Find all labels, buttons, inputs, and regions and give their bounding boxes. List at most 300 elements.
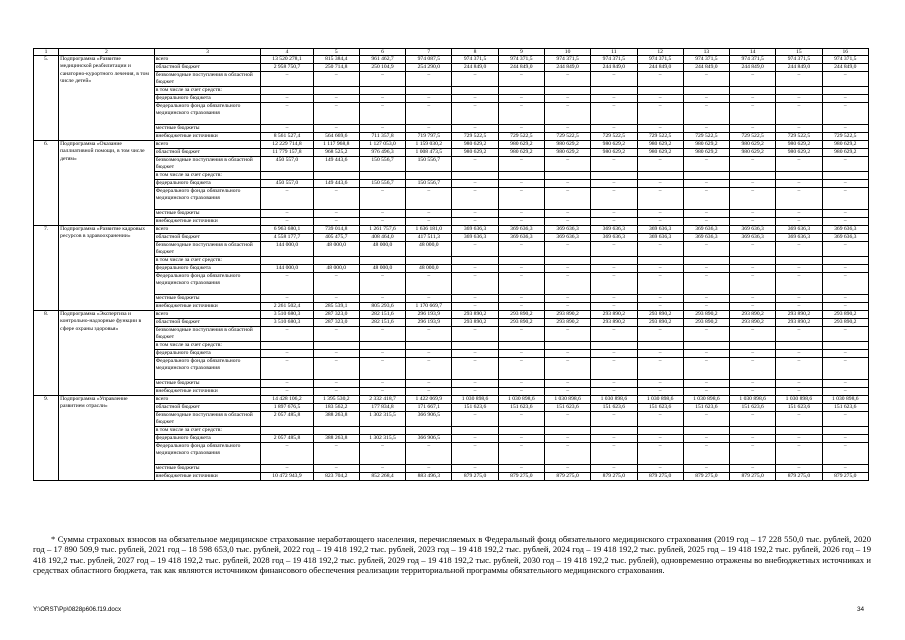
value-cell: – (637, 412, 683, 427)
value-cell: – (591, 273, 637, 295)
value-cell: – (452, 358, 498, 380)
value-cell: – (730, 180, 776, 188)
value-cell: 293 890,2 (637, 319, 683, 327)
value-cell: – (683, 388, 729, 396)
value-cell: – (730, 218, 776, 226)
value-cell: 171 667,1 (406, 404, 452, 412)
value-cell: 980 629,2 (822, 141, 868, 149)
value-cell: – (822, 242, 868, 257)
value-cell: 974 371,5 (498, 56, 544, 64)
table-row (34, 404, 869, 412)
value-cell: – (591, 125, 637, 133)
value-cell (498, 342, 544, 350)
value-cell: – (776, 327, 822, 342)
value-cell: – (452, 72, 498, 87)
funding-source-label: безвозмездные поступления в областной бюджет (154, 157, 261, 172)
value-cell: 1 261 757,6 (359, 226, 405, 234)
column-number-cell: 4 (261, 49, 313, 56)
value-cell: – (730, 125, 776, 133)
column-number-cell: 8 (452, 49, 498, 56)
value-cell: 883 496,3 (406, 473, 452, 481)
value-cell: – (544, 72, 590, 87)
table-row (34, 188, 869, 210)
value-cell: 1 008 473,5 (406, 149, 452, 157)
value-cell: – (406, 327, 452, 342)
table-row (34, 473, 869, 481)
value-cell: – (637, 265, 683, 273)
program-name: Подпрограмма «Управление развитием отрасли» (59, 396, 155, 481)
value-cell: – (359, 218, 405, 226)
value-cell: 980 629,2 (452, 141, 498, 149)
column-number-row (34, 49, 869, 56)
value-cell: 151 623,6 (776, 404, 822, 412)
value-cell: – (406, 388, 452, 396)
table-row (34, 180, 869, 188)
value-cell: – (261, 188, 313, 210)
funding-source-label: в том числе за счет средств: (154, 87, 261, 95)
value-cell: 369 636,3 (637, 226, 683, 234)
value-cell: – (637, 218, 683, 226)
value-cell: 151 623,6 (544, 404, 590, 412)
value-cell: 150 556,7 (406, 157, 452, 172)
value-cell: – (313, 358, 359, 380)
value-cell: – (313, 465, 359, 473)
value-cell: 293 890,2 (822, 311, 868, 319)
value-cell: 2 958 750,7 (261, 64, 313, 72)
funding-source-label: федерального бюджета (154, 265, 261, 273)
value-cell: 48 000,0 (359, 265, 405, 273)
value-cell: 369 636,3 (498, 234, 544, 242)
value-cell: 980 629,2 (452, 149, 498, 157)
value-cell: – (591, 103, 637, 125)
value-cell: – (452, 157, 498, 172)
value-cell: 151 623,6 (452, 404, 498, 412)
value-cell: – (776, 443, 822, 465)
value-cell: 408 464,0 (359, 234, 405, 242)
value-cell: – (544, 295, 590, 303)
value-cell: – (498, 218, 544, 226)
value-cell: 151 623,6 (637, 404, 683, 412)
funding-table (33, 48, 869, 481)
value-cell: 369 636,3 (822, 234, 868, 242)
column-number-cell: 3 (154, 49, 261, 56)
value-cell: – (452, 210, 498, 218)
funding-source-label: Федерального фонда обязательного медицинского страхования (154, 358, 261, 380)
column-number-cell: 5 (313, 49, 359, 56)
value-cell: – (261, 103, 313, 125)
value-cell: 48 000,0 (406, 242, 452, 257)
table-row (34, 273, 869, 295)
value-cell: – (544, 303, 590, 311)
funding-source-label: федерального бюджета (154, 435, 261, 443)
value-cell: 1 030 898,6 (776, 396, 822, 404)
value-cell (591, 427, 637, 435)
value-cell: – (261, 380, 313, 388)
value-cell: 293 890,2 (683, 319, 729, 327)
funding-source-label: безвозмездные поступления в областной бюджет (154, 242, 261, 257)
value-cell: – (776, 435, 822, 443)
value-cell: – (683, 465, 729, 473)
value-cell: 369 636,3 (591, 234, 637, 242)
value-cell: – (261, 358, 313, 380)
value-cell: – (591, 72, 637, 87)
value-cell (359, 342, 405, 350)
value-cell (406, 172, 452, 180)
value-cell: 976 496,3 (359, 149, 405, 157)
value-cell: – (452, 95, 498, 103)
value-cell: 974 371,5 (452, 56, 498, 64)
value-cell: 285 539,1 (313, 303, 359, 311)
funding-source-label: внебюджетные источники (154, 473, 261, 481)
value-cell: – (730, 412, 776, 427)
value-cell: – (544, 358, 590, 380)
value-cell: – (776, 380, 822, 388)
value-cell: – (591, 465, 637, 473)
value-cell: – (359, 273, 405, 295)
value-cell: 1 302 315,5 (359, 412, 405, 427)
value-cell (261, 172, 313, 180)
value-cell: – (544, 103, 590, 125)
funding-source-label: всего (154, 311, 261, 319)
value-cell: 293 890,2 (730, 319, 776, 327)
value-cell (261, 427, 313, 435)
value-cell: 1 030 898,6 (452, 396, 498, 404)
value-cell: 293 890,2 (730, 311, 776, 319)
value-cell: – (452, 380, 498, 388)
value-cell: 48 000,0 (359, 242, 405, 257)
value-cell: 980 629,2 (683, 141, 729, 149)
value-cell: – (637, 388, 683, 396)
value-cell: 739 014,8 (313, 226, 359, 234)
value-cell: – (544, 465, 590, 473)
funding-source-label: внебюджетные источники (154, 133, 261, 141)
value-cell: – (313, 188, 359, 210)
value-cell: 12 229 714,8 (261, 141, 313, 149)
funding-source-label: в том числе за счет средств: (154, 172, 261, 180)
value-cell: – (591, 380, 637, 388)
value-cell: – (261, 295, 313, 303)
value-cell: – (452, 103, 498, 125)
table-row (34, 125, 869, 133)
program-number: 9. (34, 396, 59, 481)
value-cell: – (406, 210, 452, 218)
funding-source-label: Федерального фонда обязательного медицинского страхования (154, 443, 261, 465)
value-cell (822, 257, 868, 265)
value-cell: – (406, 125, 452, 133)
value-cell: 369 636,3 (776, 226, 822, 234)
value-cell (452, 427, 498, 435)
value-cell: – (822, 218, 868, 226)
value-cell: 729 522,5 (452, 133, 498, 141)
value-cell: 1 030 898,6 (637, 396, 683, 404)
value-cell: 4 558 177,7 (261, 234, 313, 242)
value-cell: – (730, 443, 776, 465)
value-cell: 244 849,0 (822, 64, 868, 72)
value-cell: – (637, 358, 683, 380)
value-cell: 1 030 898,6 (498, 396, 544, 404)
value-cell: – (591, 350, 637, 358)
value-cell: – (406, 358, 452, 380)
value-cell (544, 87, 590, 95)
value-cell: – (730, 242, 776, 257)
value-cell: 450 557,0 (261, 157, 313, 172)
value-cell: – (683, 125, 729, 133)
value-cell: 980 629,2 (776, 141, 822, 149)
value-cell: – (452, 295, 498, 303)
value-cell: – (637, 103, 683, 125)
value-cell: – (683, 295, 729, 303)
funding-source-label: федерального бюджета (154, 180, 261, 188)
value-cell: – (776, 157, 822, 172)
value-cell (637, 172, 683, 180)
value-cell: – (261, 388, 313, 396)
value-cell (452, 257, 498, 265)
value-cell: – (313, 103, 359, 125)
value-cell: – (498, 273, 544, 295)
value-cell: – (498, 103, 544, 125)
value-cell: – (452, 435, 498, 443)
value-cell (313, 172, 359, 180)
value-cell: 879 275,0 (591, 473, 637, 481)
value-cell: 1 395 530,2 (313, 396, 359, 404)
value-cell: – (406, 72, 452, 87)
funding-source-label: областной бюджет (154, 234, 261, 242)
value-cell: – (776, 273, 822, 295)
value-cell: 879 275,0 (776, 473, 822, 481)
table-row (34, 172, 869, 180)
value-cell: – (359, 210, 405, 218)
value-cell: 450 557,0 (261, 180, 313, 188)
value-cell: 980 629,2 (544, 149, 590, 157)
value-cell: – (822, 358, 868, 380)
value-cell (359, 257, 405, 265)
value-cell: – (591, 327, 637, 342)
value-cell: 6 963 680,1 (261, 226, 313, 234)
value-cell: 974 371,5 (637, 56, 683, 64)
value-cell: – (544, 210, 590, 218)
value-cell: 369 636,3 (452, 226, 498, 234)
value-cell: 980 629,2 (776, 149, 822, 157)
value-cell: – (822, 210, 868, 218)
table-row (34, 265, 869, 273)
table-row (34, 64, 869, 72)
value-cell (637, 427, 683, 435)
value-cell: – (730, 388, 776, 396)
table-body (34, 49, 869, 481)
value-cell: – (776, 465, 822, 473)
footnote-text: * Суммы страховых взносов на обязательное медицинское страхование неработающего населения, перечисляемых в Федеральный фонд обязательного медицинского страхования (2019 год – 17 228 550,0 тыс. рублей, 2020 год – 17 890 509,9 тыс. рублей, 2021 год – 18 598 653,0 тыс. рублей, 2022 год – 19 418 192,2 тыс. рублей, 2023 год – 19 418 192,2 тыс. рублей, 2024 год – 19 418 192,2 тыс. рублей, 2025 год – 19 418 192,2 тыс. рублей, 2026 год – 19 418 192,2 тыс. рублей, 2027 год – 19 418 192,2 тыс. рублей, 2028 год – 19 418 192,2 тыс. рублей, 2029 год – 19 418 192,2 тыс. рублей, 2030 год – 19 418 192,2 тыс. рублей), одновременно отражены во внебюджетных источниках и средствах областного бюджета, так как являются источником финансового обеспечения реализации территориальной программы обязательного медицинского страхования. (33, 534, 871, 576)
value-cell: 980 629,2 (637, 149, 683, 157)
value-cell: – (452, 350, 498, 358)
table-row (34, 427, 869, 435)
value-cell: 980 629,2 (498, 141, 544, 149)
value-cell (683, 342, 729, 350)
value-cell: 369 636,3 (730, 226, 776, 234)
value-cell: – (498, 358, 544, 380)
value-cell: – (313, 350, 359, 358)
value-cell (591, 257, 637, 265)
value-cell: 177 834,8 (359, 404, 405, 412)
value-cell: – (822, 380, 868, 388)
table-row (34, 311, 869, 319)
value-cell: – (359, 350, 405, 358)
funding-source-label: в том числе за счет средств: (154, 427, 261, 435)
value-cell: 879 275,0 (730, 473, 776, 481)
value-cell: – (637, 295, 683, 303)
value-cell: 974 371,5 (776, 56, 822, 64)
value-cell: – (591, 157, 637, 172)
table-row (34, 234, 869, 242)
value-cell: 980 629,2 (822, 149, 868, 157)
funding-source-label: местные бюджеты (154, 295, 261, 303)
value-cell: – (359, 380, 405, 388)
footnote (33, 534, 871, 576)
value-cell (406, 342, 452, 350)
value-cell: – (683, 327, 729, 342)
value-cell: 287 323,0 (313, 311, 359, 319)
value-cell: – (544, 180, 590, 188)
value-cell: – (591, 358, 637, 380)
value-cell: – (498, 95, 544, 103)
value-cell: – (683, 435, 729, 443)
value-cell (359, 87, 405, 95)
value-cell: 729 522,5 (683, 133, 729, 141)
value-cell: 293 890,2 (498, 311, 544, 319)
value-cell: – (822, 95, 868, 103)
value-cell: 388 263,8 (313, 412, 359, 427)
value-cell (822, 342, 868, 350)
value-cell: – (452, 465, 498, 473)
value-cell (359, 172, 405, 180)
value-cell: – (313, 388, 359, 396)
value-cell: 369 636,3 (498, 226, 544, 234)
value-cell: 388 263,8 (313, 435, 359, 443)
value-cell (776, 342, 822, 350)
value-cell: – (730, 273, 776, 295)
table-row (34, 435, 869, 443)
value-cell (683, 257, 729, 265)
column-number-cell: 14 (730, 49, 776, 56)
value-cell: – (591, 188, 637, 210)
value-cell (544, 172, 590, 180)
value-cell: 417 511,3 (406, 234, 452, 242)
funding-source-label: местные бюджеты (154, 380, 261, 388)
value-cell: – (683, 180, 729, 188)
value-cell: 1 030 898,6 (591, 396, 637, 404)
value-cell: 151 623,6 (822, 404, 868, 412)
value-cell: – (452, 412, 498, 427)
funding-source-label: всего (154, 396, 261, 404)
value-cell (776, 257, 822, 265)
value-cell: – (452, 327, 498, 342)
value-cell: – (822, 327, 868, 342)
value-cell: – (822, 443, 868, 465)
value-cell: – (544, 327, 590, 342)
value-cell: – (822, 412, 868, 427)
table-row (34, 87, 869, 95)
value-cell: – (452, 218, 498, 226)
value-cell: – (452, 443, 498, 465)
value-cell: – (544, 412, 590, 427)
value-cell: – (591, 388, 637, 396)
value-cell: – (637, 242, 683, 257)
value-cell: 366 906,5 (406, 435, 452, 443)
value-cell (313, 427, 359, 435)
value-cell: – (776, 210, 822, 218)
value-cell: – (261, 350, 313, 358)
value-cell: – (359, 188, 405, 210)
value-cell: – (544, 265, 590, 273)
value-cell: 564 669,6 (313, 133, 359, 141)
value-cell (313, 342, 359, 350)
value-cell: 244 849,0 (498, 64, 544, 72)
value-cell: – (498, 242, 544, 257)
value-cell: – (776, 412, 822, 427)
value-cell: 729 522,5 (730, 133, 776, 141)
value-cell: 2 261 502,4 (261, 303, 313, 311)
value-cell: – (591, 265, 637, 273)
value-cell: 244 849,0 (452, 64, 498, 72)
value-cell: – (730, 72, 776, 87)
value-cell: – (544, 218, 590, 226)
value-cell: – (498, 265, 544, 273)
value-cell: – (406, 443, 452, 465)
value-cell: 974 371,5 (822, 56, 868, 64)
value-cell: 369 636,3 (452, 234, 498, 242)
value-cell: 980 629,2 (730, 149, 776, 157)
column-number-cell: 11 (591, 49, 637, 56)
value-cell: – (359, 95, 405, 103)
program-name: Подпрограмма «Экспертиза и контрольно-надзорные функции в сфере охраны здоровья» (59, 311, 155, 396)
value-cell: – (637, 157, 683, 172)
value-cell: – (359, 295, 405, 303)
value-cell: 150 556,7 (406, 180, 452, 188)
value-cell: 823 704,2 (313, 473, 359, 481)
value-cell: 151 623,6 (591, 404, 637, 412)
value-cell: – (822, 388, 868, 396)
value-cell: 980 629,2 (683, 149, 729, 157)
funding-source-label: всего (154, 56, 261, 64)
value-cell: 293 890,2 (452, 319, 498, 327)
value-cell: 369 636,3 (544, 226, 590, 234)
value-cell: 254 290,0 (406, 64, 452, 72)
value-cell: – (313, 443, 359, 465)
value-cell: – (452, 273, 498, 295)
table-row (34, 242, 869, 257)
value-cell: 296 193,9 (406, 319, 452, 327)
value-cell: 980 629,2 (498, 149, 544, 157)
value-cell: – (498, 295, 544, 303)
value-cell: 48 000,0 (313, 242, 359, 257)
column-number-cell: 1 (34, 49, 59, 56)
value-cell: – (544, 242, 590, 257)
value-cell: – (452, 265, 498, 273)
value-cell: – (822, 350, 868, 358)
table-row (34, 210, 869, 218)
value-cell: 48 000,0 (406, 265, 452, 273)
value-cell (776, 172, 822, 180)
value-cell: – (683, 188, 729, 210)
value-cell (313, 257, 359, 265)
funding-source-label: всего (154, 141, 261, 149)
value-cell: 293 890,2 (498, 319, 544, 327)
value-cell: 968 525,2 (313, 149, 359, 157)
value-cell: 369 636,3 (683, 234, 729, 242)
table-row (34, 257, 869, 265)
funding-source-label: Федерального фонда обязательного медицинского страхования (154, 188, 261, 210)
value-cell: – (544, 157, 590, 172)
column-number-cell: 15 (776, 49, 822, 56)
